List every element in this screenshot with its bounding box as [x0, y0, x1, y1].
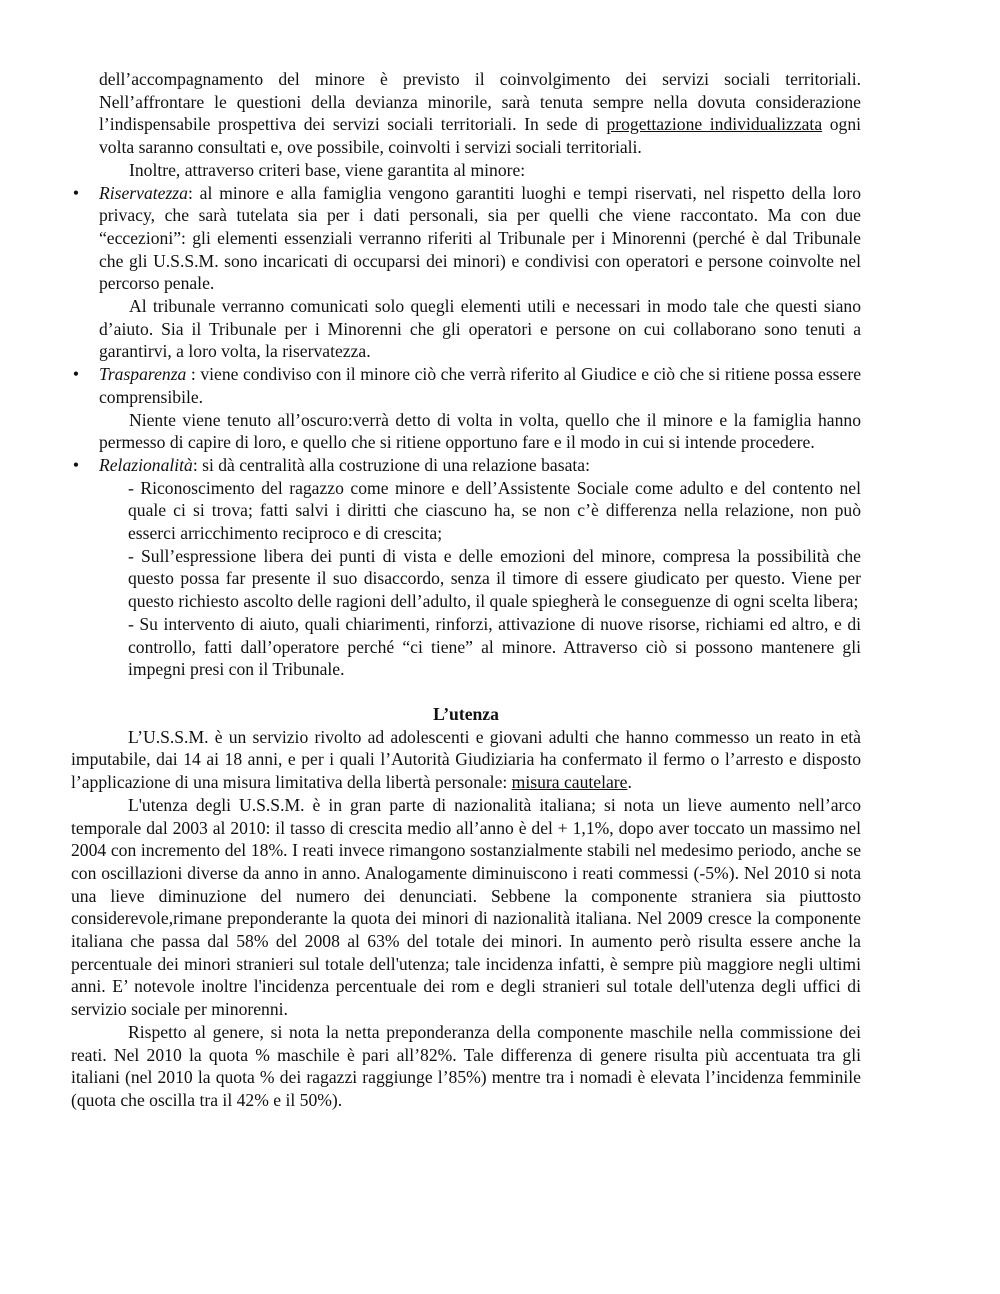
bullet-symbol: • [72, 182, 80, 203]
utenza-paragraph-3: Rispetto al genere, si nota la netta preponderanza della componente maschile nella commissione dei reati. Nel 2010 la quota % maschile è pari all’82%. Tale differenza di genere risulta più accentuata tra gli italiani (nel 2010 la quota % dei ragazzi raggiunge l’85%) mentre tra i nomadi è elevata l’incidenza femminile (quota che oscilla tra il 42% e il 50%). [71, 1021, 861, 1110]
misura-cautelare-link: misura cautelare [511, 772, 628, 793]
bullet-relazionalita [72, 454, 861, 477]
bullet-symbol: • [72, 454, 80, 475]
intro-text-end: ogni volta saranno consultati e, ove possibile, coinvolti i servizi sociali territoriali. [99, 114, 861, 158]
utenza-paragraph-1 [71, 726, 861, 794]
progettazione-link: progettazione individualizzata [606, 114, 823, 135]
bullet-trasparenza [72, 363, 861, 408]
intro-paragraph [99, 68, 861, 159]
bullet-text-trasparenza: : viene condiviso con il minore ciò che verrà riferito al Giudice e ciò che si ritiene possa essere comprensibile. [99, 364, 861, 407]
bullet-term-trasparenza: Trasparenza [99, 364, 187, 385]
intro-text: dell’accompagnamento del minore è previsto il coinvolgimento dei servizi sociali territoriali. Nell’affrontare le questioni della devianza minorile, sarà tenuta sempre nella dovuta considerazione l’indispensabile prospettiva dei servizi sociali territoriali. In sede di [99, 69, 861, 135]
relazionalita-subitem-1: - Riconoscimento del ragazzo come minore e dell’Assistente Sociale come adulto e del contento nel quale ci si trova; fatti salvi i diritti che ciascuno ha, se non c’è differenza nella relazione, non può esserci arricchimento reciproco e di crescita; [128, 477, 861, 544]
document-page [71, 68, 861, 1112]
criteria-intro: Inoltre, attraverso criteri base, viene garantita al minore: [129, 159, 526, 180]
relazionalita-subitem-2: - Sull’espressione libera dei punti di vista e delle emozioni del minore, compresa la possibilità che questo possa far presente il suo disaccordo, senza il timore di essere giudicato per questo. Viene per questo richiesto ascolto delle ragioni dell’adulto, il quale spiegherà le conseguenze di ogni scelta libera; [128, 545, 861, 612]
utenza-text-end: . [627, 772, 632, 793]
bullet-term-riservatezza: Riservatezza [99, 182, 188, 203]
riservatezza-followup: Al tribunale verranno comunicati solo quegli elementi utili e necessari in modo tale che questi siano d’aiuto. Sia il Tribunale per i Minorenni che gli operatori e persone on cui collaborano sono tenuti a garantirvi, a loro volta, la riservatezza. [99, 296, 861, 362]
section-heading: L’utenza [433, 703, 499, 724]
trasparenza-followup: Niente viene tenuto all’oscuro:verrà detto di volta in volta, quello che il minore e la famiglia hanno permesso di capire di loro, e quello che si ritiene opportuno fare e il modo in cui si intende procedere. [99, 409, 861, 453]
bullet-symbol: • [72, 364, 80, 385]
utenza-paragraph-2: L'utenza degli U.S.S.M. è in gran parte di nazionalità italiana; si nota un lieve aumento nell’arco temporale dal 2003 al 2010: il tasso di crescita medio all’anno è del + 1,1%, dopo aver toccato un massimo nel 2004 con incremento del 18%. I reati invece rimangono sostanzialmente stabili nel medesimo periodo, anche se con oscillazioni diverse da anno in anno. Analogamente diminuiscono i reati commessi (-5%). Nel 2010 si nota una lieve diminuzione del numero dei denunciati. Sebbene la componente straniera sia piuttosto considerevole,rimane preponderante la quota dei minori di nazionalità italiana. Nel 2009 cresce la componente italiana che passa dal 58% del 2008 al 63% del totale dei minori. In aumento però risulta essere anche la percentuale dei minori stranieri sul totale dell'utenza; tale incidenza infatti, è sempre più maggiore negli ultimi anni. E’ notevole inoltre l'incidenza percentuale dei rom e degli stranieri sul totale dell'utenza degli uffici di servizio sociale per minorenni. [71, 794, 861, 1020]
utenza-text: L’U.S.S.M. è un servizio rivolto ad adolescenti e giovani adulti che hanno commesso un reato in età imputabile, dai 14 ai 18 anni, e per i quali l’Autorità Giudiziaria ha confermato il fermo o l’arresto e disposto l’applicazione di una misura limitativa della libertà personale: [71, 726, 861, 793]
bullet-term-relazionalita: Relazionalità [99, 454, 193, 475]
utenza-section [71, 703, 861, 1112]
relazionalita-subitem-3: - Su intervento di aiuto, quali chiarimenti, rinforzi, attivazione di nuove risorse, richiami ed altro, e di controllo, fatti dall’operatore perché “ci tiene” al minore. Attraverso ciò si possono mantenere gli impegni presi con il Tribunale. [128, 613, 861, 680]
bullet-riservatezza [72, 182, 861, 296]
bullet-text-relazionalita: : si dà centralità alla costruzione di una relazione basata: [192, 454, 590, 475]
bullet-text-riservatezza: : al minore e alla famiglia vengono garantiti luoghi e tempi riservati, nel rispetto della loro privacy, che sarà tutelata sia per i dati personali, sia per quelli che viene raccontato. Ma con due “eccezioni”: gli elementi essenziali verranno riferiti al Tribunale per i Minorenni (perché è dal Tribunale che gli U.S.S.M. sono incaricati di occuparsi dei minori) e condivisi con operatori e persone coinvolte nel percorso penale. [99, 182, 861, 294]
